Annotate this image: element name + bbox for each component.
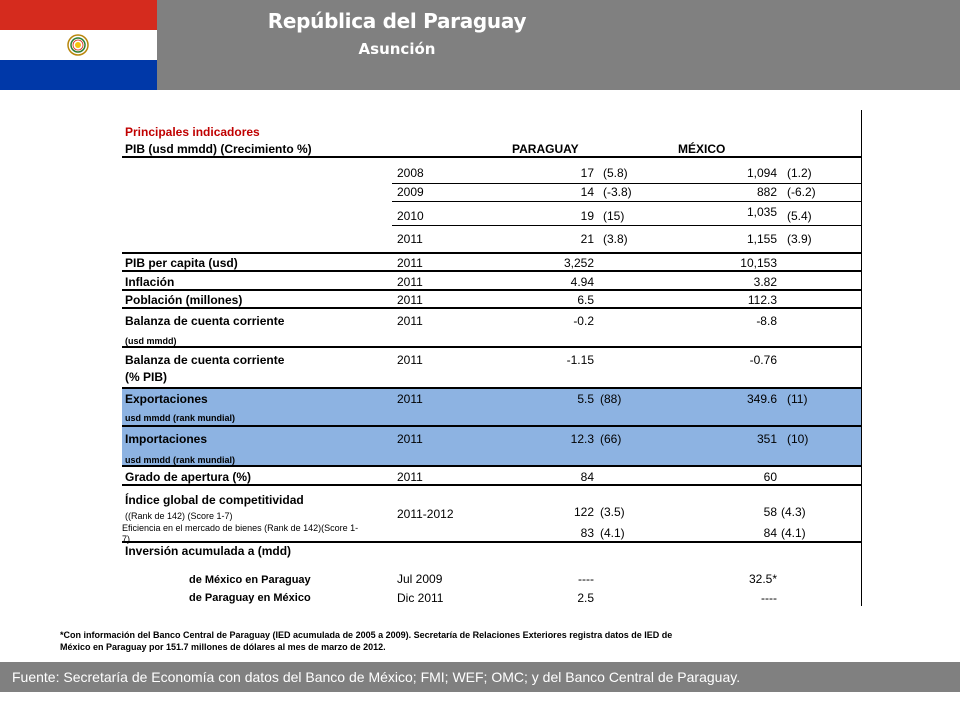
page-subtitle: Asunción [358,40,436,58]
header-banner [157,0,960,90]
source-footer [0,662,960,692]
source-text: Fuente: Secretaría de Economía con datos del Banco de México; FMI; WEF; OMC; y del Banco Central de Paraguay. [12,669,741,685]
col-indicator-header: PIB (usd mmdd) (Crecimiento %) [125,142,312,156]
col-paraguay-header: PARAGUAY [512,142,579,156]
paraguay-flag [0,0,157,90]
col-mexico-header: MÉXICO [678,142,726,156]
page-title: República del Paraguay [267,9,527,33]
section-title: Principales indicadores [125,125,260,139]
coat-of-arms-icon [67,34,89,56]
footnote: *Con información del Banco Central de Paraguay (IED acumulada de 2005 a 2009). Secretaría de Relaciones Exteriores registra datos de IED de México en Paraguay por 151.7 millones de dólares al mes de marzo de 2012. [60,630,673,652]
